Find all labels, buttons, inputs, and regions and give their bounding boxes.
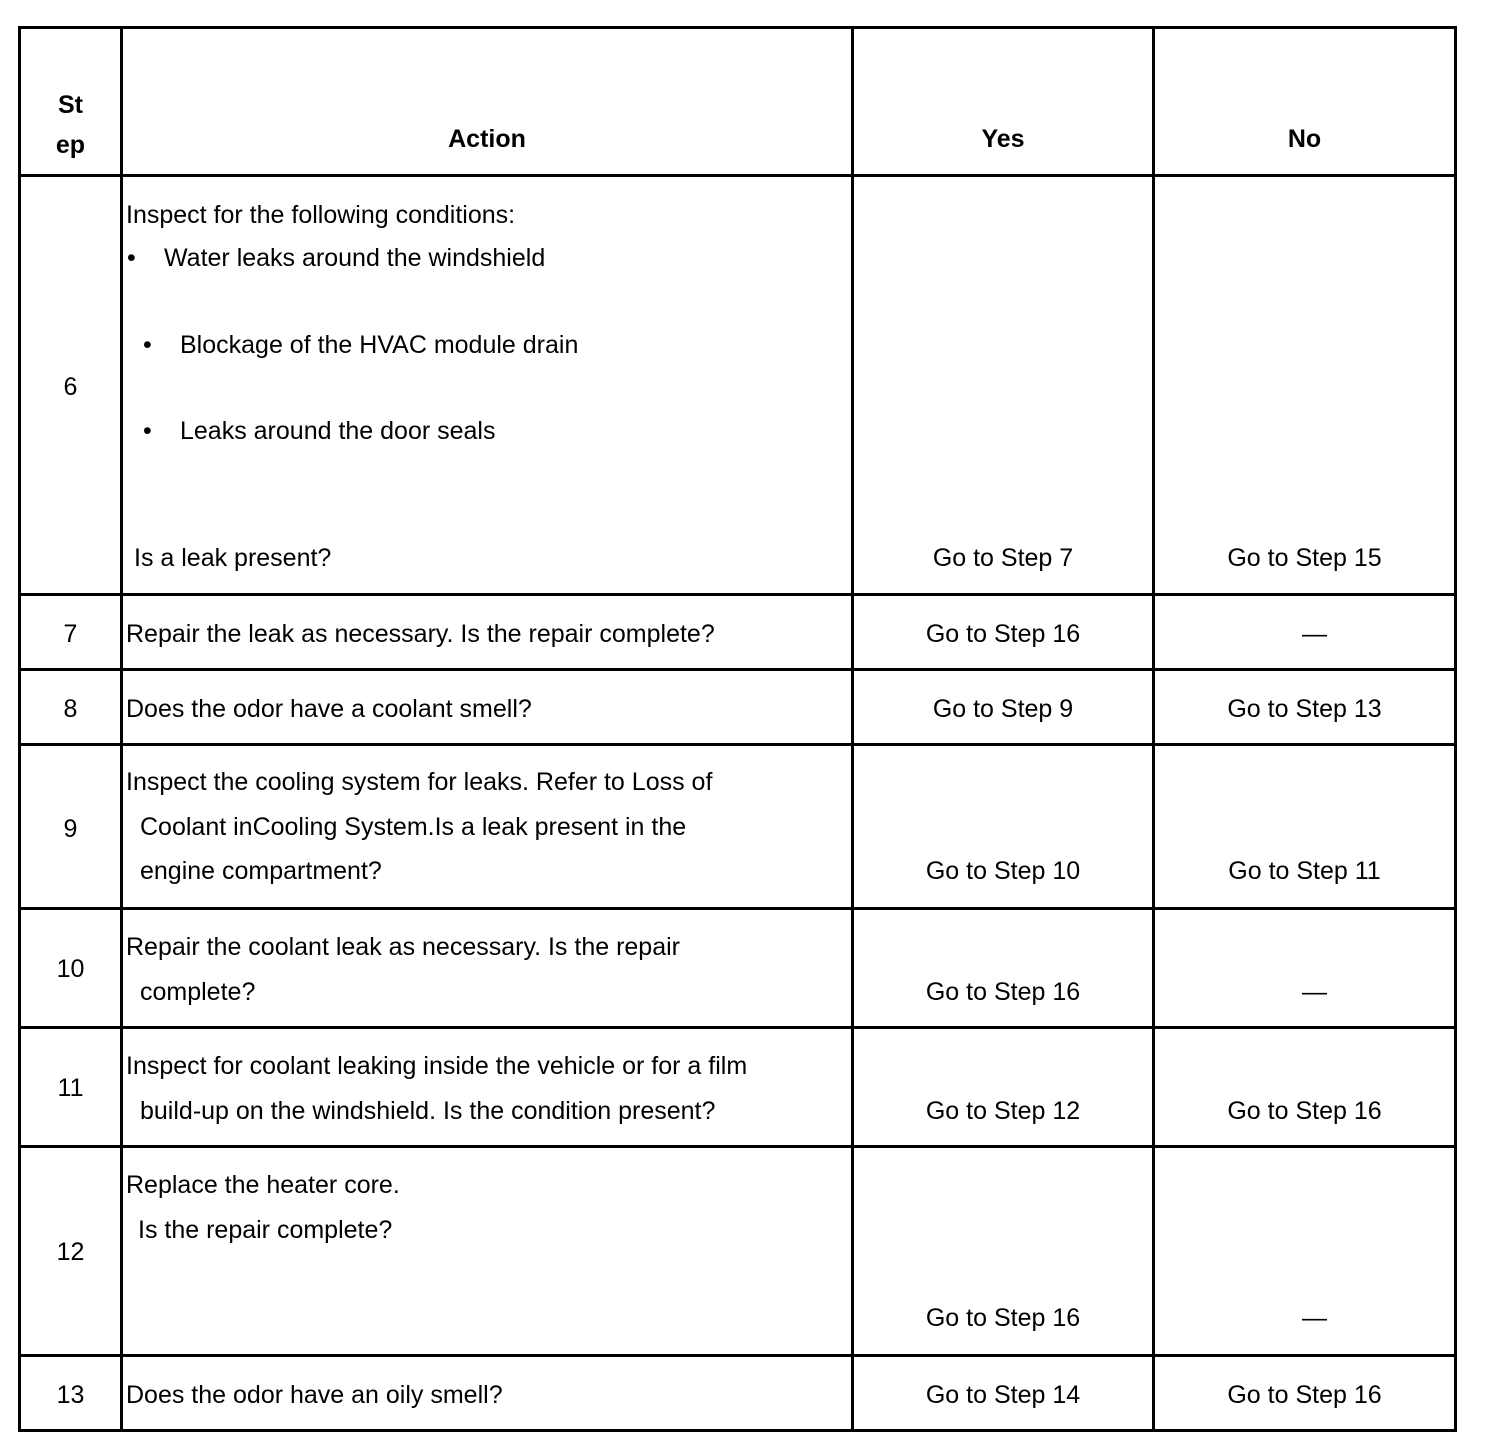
yes-cell xyxy=(853,745,1154,909)
table-header-row xyxy=(20,28,1456,176)
action-cell xyxy=(122,1028,853,1147)
action-cell xyxy=(122,1356,853,1431)
bullet-icon: • xyxy=(127,244,136,272)
bullet-icon: • xyxy=(143,417,152,445)
yes-cell xyxy=(853,1028,1154,1147)
bullet-icon: • xyxy=(143,331,152,359)
table-row xyxy=(20,909,1456,1028)
action-line: Replace the heater core. xyxy=(126,1171,400,1199)
header-step-cell xyxy=(20,28,122,176)
yes-cell xyxy=(853,176,1154,595)
no-dash: — xyxy=(1302,978,1327,1006)
action-line: complete? xyxy=(140,978,256,1006)
yes-cell xyxy=(853,1356,1154,1431)
header-action-cell xyxy=(122,28,853,176)
step-cell xyxy=(20,745,122,909)
action-cell xyxy=(122,909,853,1028)
yes-link[interactable]: Go to Step 14 xyxy=(925,1381,1081,1409)
no-link[interactable]: Go to Step 13 xyxy=(1227,695,1382,723)
action-cell xyxy=(122,745,853,909)
action-cell xyxy=(122,1147,853,1356)
yes-link[interactable]: Go to Step 7 xyxy=(932,544,1074,572)
action-line: Coolant inCooling System.Is a leak present in the xyxy=(140,813,687,841)
yes-link[interactable]: Go to Step 16 xyxy=(925,1304,1081,1332)
table-row xyxy=(20,1028,1456,1147)
no-cell xyxy=(1154,1147,1456,1356)
table-row xyxy=(20,176,1456,595)
step-number: 7 xyxy=(63,620,78,648)
step-cell xyxy=(20,1356,122,1431)
no-dash: — xyxy=(1302,1304,1327,1332)
action-line: engine compartment? xyxy=(140,857,382,885)
step-cell xyxy=(20,909,122,1028)
table-row xyxy=(20,745,1456,909)
step-number: 12 xyxy=(56,1238,85,1266)
action-line: Inspect for coolant leaking inside the vehicle or for a film xyxy=(126,1052,748,1080)
no-cell xyxy=(1154,745,1456,909)
no-cell xyxy=(1154,176,1456,595)
step-cell xyxy=(20,595,122,670)
no-cell xyxy=(1154,909,1456,1028)
action-cell xyxy=(122,176,853,595)
action-line: build-up on the windshield. Is the condition present? xyxy=(140,1097,716,1125)
yes-cell xyxy=(853,595,1154,670)
yes-cell xyxy=(853,909,1154,1028)
action-question: Is a leak present? xyxy=(134,544,332,572)
action-bullet: Leaks around the door seals xyxy=(180,417,496,445)
action-text: Does the odor have an oily smell? xyxy=(126,1381,503,1409)
header-step-line2: ep xyxy=(55,131,86,159)
step-cell xyxy=(20,1147,122,1356)
no-cell xyxy=(1154,595,1456,670)
step-number: 9 xyxy=(63,815,78,843)
header-no: No xyxy=(1287,125,1322,153)
action-cell xyxy=(122,670,853,745)
table-row xyxy=(20,1147,1456,1356)
table-row xyxy=(20,670,1456,745)
no-link[interactable]: Go to Step 16 xyxy=(1227,1097,1382,1125)
no-dash: — xyxy=(1302,620,1327,648)
yes-link[interactable]: Go to Step 10 xyxy=(925,857,1081,885)
action-line: Repair the coolant leak as necessary. Is the repair xyxy=(126,933,680,961)
diagnostic-table xyxy=(18,26,1457,1432)
no-cell xyxy=(1154,1356,1456,1431)
action-intro: Inspect for the following conditions: xyxy=(126,201,516,229)
action-bullet: Water leaks around the windshield xyxy=(164,244,546,272)
header-no-cell xyxy=(1154,28,1456,176)
step-cell xyxy=(20,1028,122,1147)
yes-cell xyxy=(853,1147,1154,1356)
header-step-line1: St xyxy=(58,91,83,119)
table-row xyxy=(20,1356,1456,1431)
header-yes-cell xyxy=(853,28,1154,176)
step-number: 13 xyxy=(56,1381,85,1409)
action-line: Is the repair complete? xyxy=(138,1216,393,1244)
action-line: Inspect the cooling system for leaks. Refer to Loss of xyxy=(126,768,713,796)
step-number: 11 xyxy=(57,1074,84,1102)
action-bullet: Blockage of the HVAC module drain xyxy=(180,331,579,359)
no-cell xyxy=(1154,1028,1456,1147)
yes-cell xyxy=(853,670,1154,745)
no-link[interactable]: Go to Step 16 xyxy=(1227,1381,1382,1409)
step-cell xyxy=(20,670,122,745)
no-cell xyxy=(1154,670,1456,745)
no-link[interactable]: Go to Step 11 xyxy=(1228,857,1381,885)
yes-link[interactable]: Go to Step 16 xyxy=(925,978,1081,1006)
yes-link[interactable]: Go to Step 12 xyxy=(925,1097,1081,1125)
action-text: Repair the leak as necessary. Is the repair complete? xyxy=(126,620,715,648)
no-link[interactable]: Go to Step 15 xyxy=(1227,544,1382,572)
step-cell xyxy=(20,176,122,595)
yes-link[interactable]: Go to Step 16 xyxy=(925,620,1081,648)
action-text: Does the odor have a coolant smell? xyxy=(126,695,532,723)
yes-link[interactable]: Go to Step 9 xyxy=(932,695,1074,723)
step-number: 10 xyxy=(56,955,85,983)
header-action: Action xyxy=(448,125,526,153)
header-yes: Yes xyxy=(981,125,1025,153)
table-row xyxy=(20,595,1456,670)
step-number: 8 xyxy=(63,695,78,723)
step-number: 6 xyxy=(63,373,78,401)
action-cell xyxy=(122,595,853,670)
